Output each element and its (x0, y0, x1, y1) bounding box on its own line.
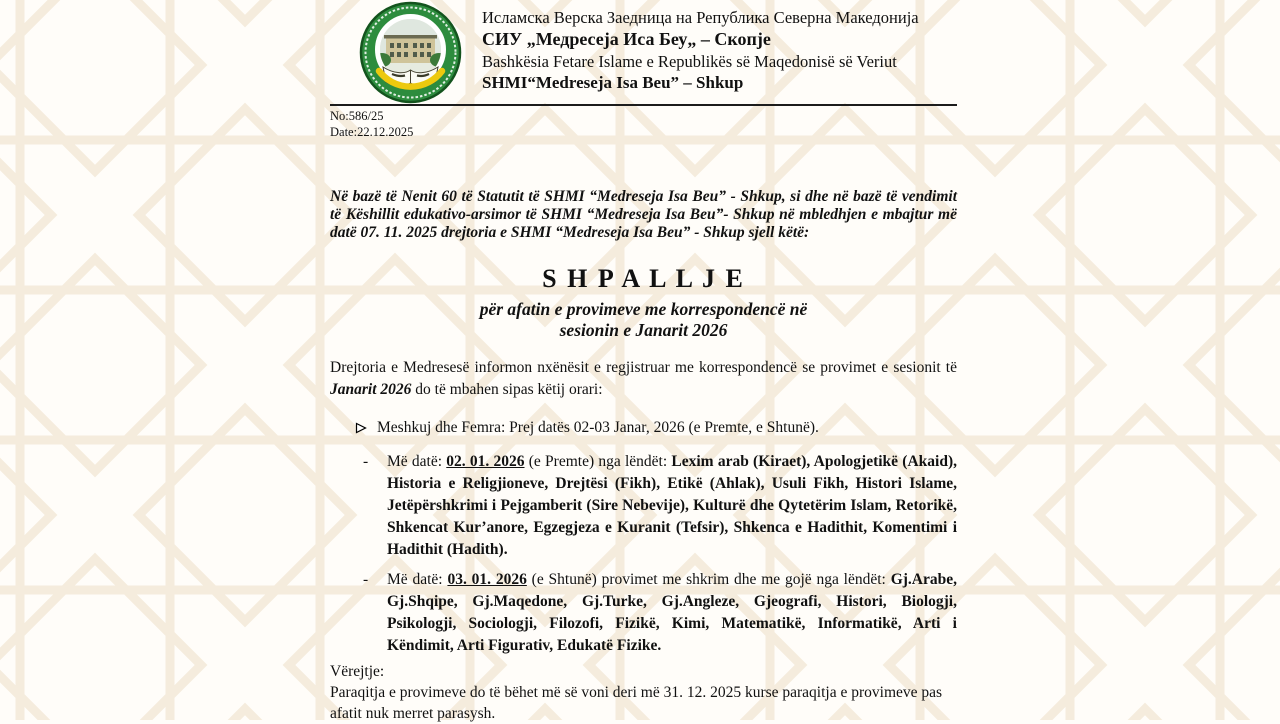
document-number: No:586/25 (330, 109, 384, 123)
document-date: Date:22.12.2025 (330, 124, 414, 139)
note-label: Vërejtje: (330, 662, 385, 680)
page-title: S H P A L L J E (542, 264, 745, 293)
title-block (330, 264, 957, 341)
exam-day-2-subjects: Gj.Arabe, Gj.Shqipe, Gj.Maqedone, Gj.Turke, Gj.Angleze, Gjeografi, Histori, Biologji, Psikologji, Sociologji, Filozofi, Fizikë, Kimi, Matematikë, Informatikë, Arti i Këndimit, Arti Figurativ, Edukatë Fizike. (387, 570, 957, 654)
exam-day-item (363, 569, 957, 657)
school-name-macedonian: СИУ „Медресеја Иса Беу„ – Скопје (482, 29, 771, 49)
info-paragraph-emphasis: Janarit 2026 (330, 381, 412, 398)
note-block (330, 661, 957, 724)
org-name-albanian: Bashkësia Fetare Islame e Republikës së Maqedonisë së Veriut (482, 52, 897, 71)
org-name-macedonian: Исламска Верска Заедница на Република Северна Македонија (482, 8, 919, 27)
exam-day-2-middle: (e Shtunë) provimet me shkrim dhe me gojë nga lëndët: (526, 570, 891, 588)
dash-bullet: - (363, 570, 369, 588)
arrowhead-bullet-icon (355, 422, 367, 434)
dash-bullet: - (363, 452, 369, 470)
exam-day-item (363, 451, 957, 561)
note-text: Paraqitja e provimeve do të bëhet më së voni deri më 31. 12. 2025 kurse paraqitja e provimeve pas afatit nuk merret parasysh. (330, 683, 943, 722)
school-logo (359, 1, 462, 104)
exam-day-1-subjects: Lexim arab (Kiraet), Apologjetikë (Akaid), Historia e Religjioneve, Drejtësi (Fikh), Etikë (Ahlak), Usuli Fikh, Histori Islame, Jetëpërshkrimi i Pejgamberit (Sire Nebevije), Kulturë dhe Qytetërim Islam, Retorikë, Shkencat Kur’anore, Egzegjeza e Kuranit (Tefsir), Shkenca e Hadithit, Komentimi i Hadithit (Hadith). (387, 452, 957, 558)
session-dates-item (355, 417, 957, 439)
school-seal-icon (359, 1, 462, 104)
info-paragraph-prefix: Drejtoria e Medresesë informon nxënësit e regjistruar me korrespondencë se provimet e sesionit të (330, 359, 957, 376)
subtitle-line-2: sesionin e Janarit 2026 (559, 320, 728, 340)
intro-paragraph: Në bazë të Nenit 60 të Statutit të SHMI “Medreseja Isa Beu” - Shkup, si dhe në bazë të vendimit të Këshillit edukativo-arsimor të SHMI “Medreseja Isa Beu”- Shkup në mbledhjen e mbajtur më datë 07. 11. 2025 drejtoria e SHMI “Medreseja Isa Beu” - Shkup sjell këtë: (330, 188, 957, 241)
info-paragraph (330, 357, 957, 401)
exam-day-2-prefix: Më datë: (387, 570, 448, 588)
letterhead (330, 0, 957, 106)
letterhead-text (482, 7, 960, 94)
document-meta (330, 109, 957, 140)
subtitle-line-1: për afatin e provimeve me korrespondencë në (479, 299, 808, 319)
school-name-albanian: SHMI“Medreseja Isa Beu” – Shkup (482, 73, 744, 92)
exam-day-2-text (387, 569, 957, 657)
exam-day-1-middle: (e Premte) nga lëndët: (524, 452, 672, 470)
announcement-document (330, 0, 957, 724)
session-dates-text: Meshkuj dhe Femra: Prej datës 02-03 Janar, 2026 (e Premte, e Shtunë). (377, 418, 819, 436)
exam-day-2-date: 03. 01. 2026 (447, 570, 527, 588)
exam-day-1-date: 02. 01. 2026 (446, 452, 525, 470)
info-paragraph-suffix: do të mbahen sipas këtij orari: (411, 381, 603, 398)
exam-day-1-text (387, 451, 957, 561)
exam-day-1-prefix: Më datë: (387, 452, 447, 470)
